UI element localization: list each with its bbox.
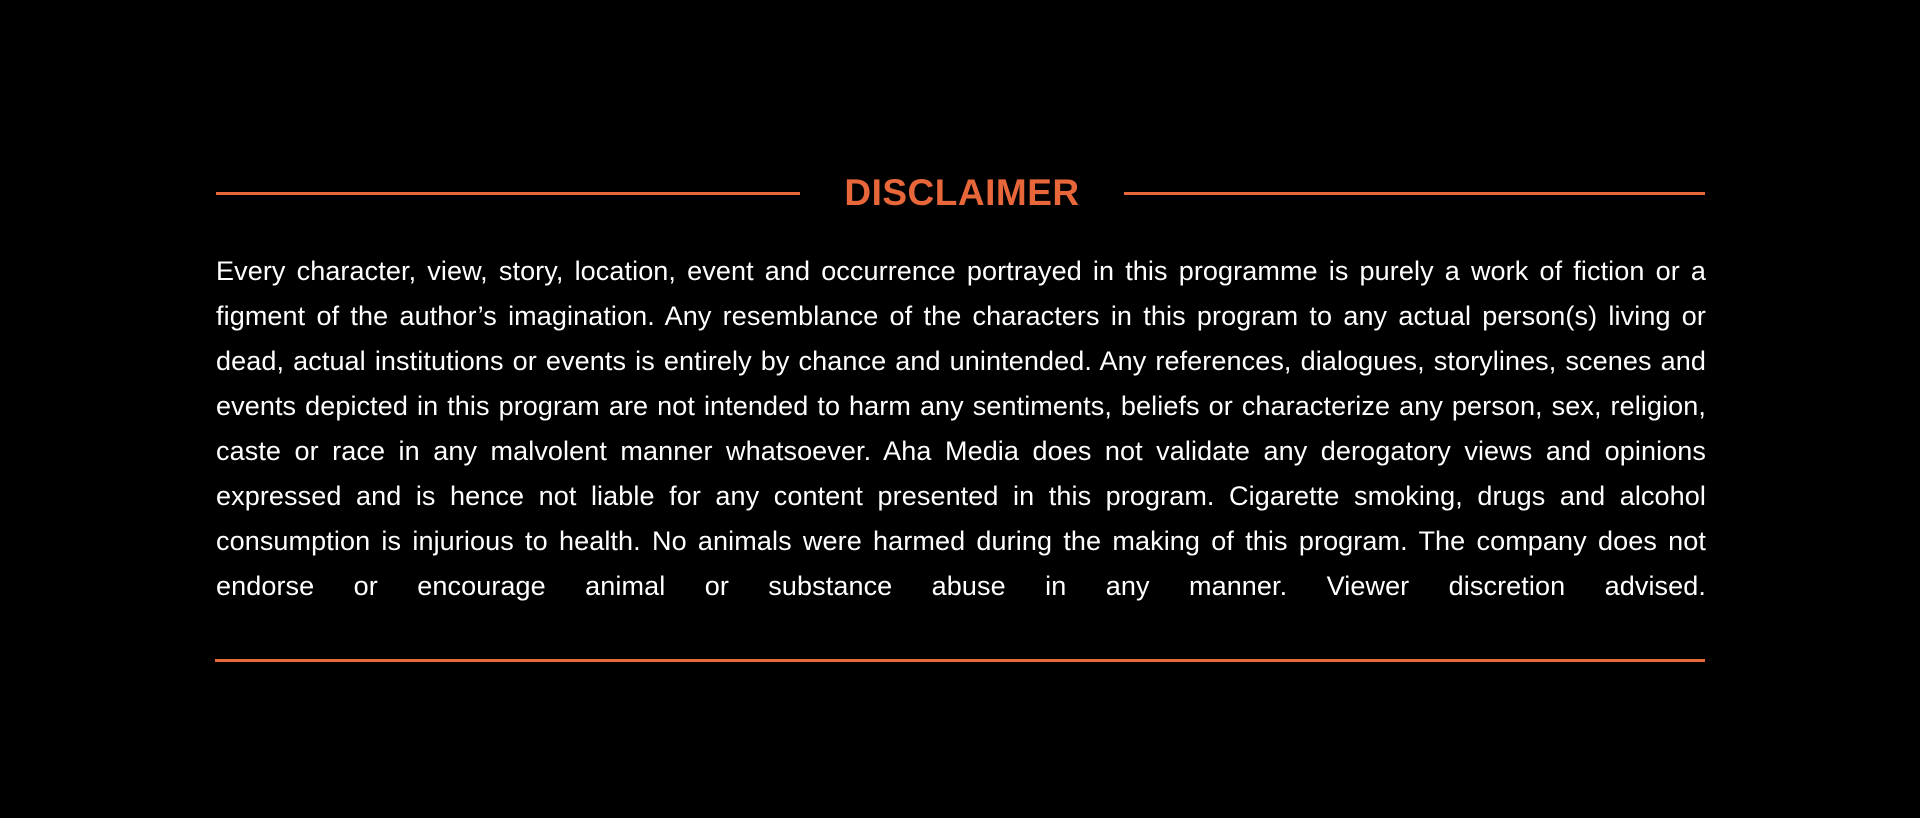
disclaimer-body: Every character, view, story, location, event and occurrence portrayed in this programme is purely a work of fiction or a figment of the author’s imagination. Any resemblance of the characters in this program to any actual person(s) living or dead, actual institutions or events is entirely by chance and unintended. Any references, dialogues, storylines, scenes and events depicted in this program are not intended to harm any sentiments, beliefs or characterize any person, sex, religion, caste or race in any malvolent manner whatsoever. Aha Media does not validate any derogatory views and opinions expressed and is hence not liable for any content presented in this program. Cigarette smoking, drugs and alcohol consumption is injurious to health. No animals were harmed during the making of this program. The company does not endorse or encourage animal or substance abuse in any manner. Viewer discretion advised. bbox=[216, 256, 1706, 601]
disclaimer-header bbox=[216, 168, 1705, 218]
header-rule-right bbox=[1124, 192, 1705, 195]
disclaimer-title: DISCLAIMER bbox=[844, 172, 1080, 213]
header-rule-left bbox=[216, 192, 800, 195]
footer-rule bbox=[215, 659, 1705, 662]
